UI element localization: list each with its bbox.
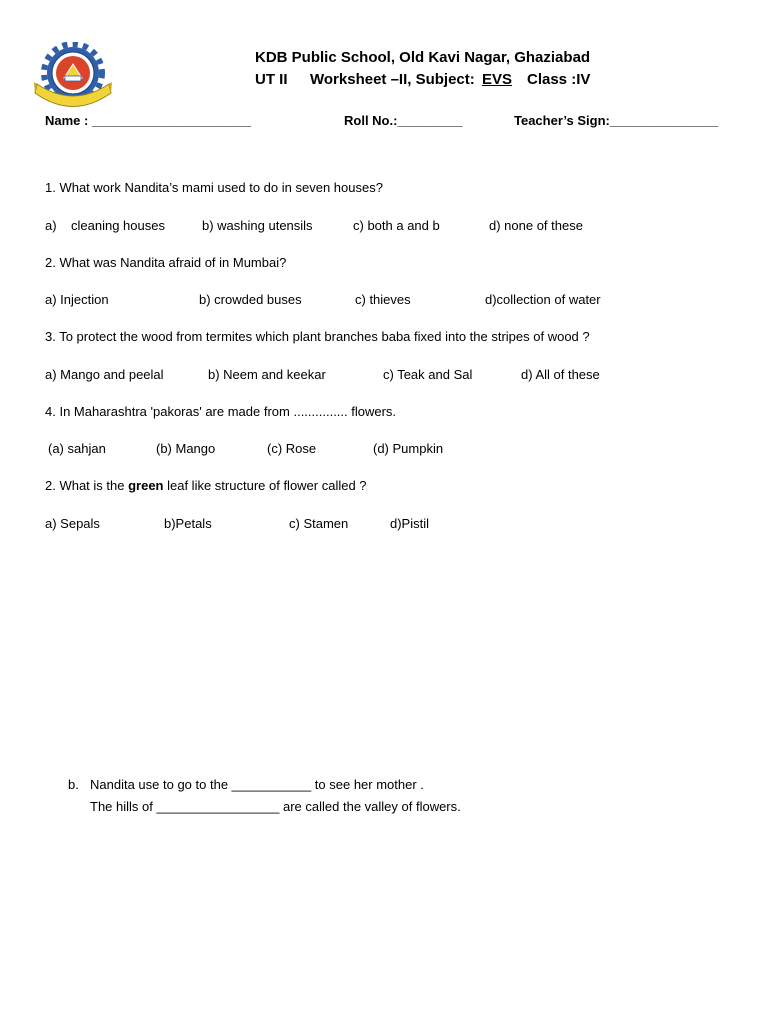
subject-name: EVS xyxy=(482,71,513,88)
question-5-option-b: b)Petals xyxy=(164,516,212,531)
question-5-option-c: c) Stamen xyxy=(289,516,349,531)
question-3-option-c: c) Teak and Sal xyxy=(383,367,473,382)
question-4-option-b: (b) Mango xyxy=(156,441,216,456)
question-3-option-d: d) All of these xyxy=(521,367,600,382)
question-2-option-b: b) crowded buses xyxy=(199,292,302,307)
fill-blank-line-2: The hills of _________________ are called the valley of flowers. xyxy=(90,799,461,814)
school-name: KDB Public School, Old Kavi Nagar, Ghaziabad xyxy=(255,49,591,66)
worksheet-title: Worksheet –II, Subject: xyxy=(310,71,475,88)
teacher-sign-field: Teacher’s Sign:_______________ xyxy=(514,113,719,128)
question-2-option-c: c) thieves xyxy=(355,292,411,307)
question-1-option-d: d) none of these xyxy=(489,218,583,233)
question-2-option-a: a) Injection xyxy=(45,292,109,307)
class-label: Class :IV xyxy=(527,71,591,88)
logo-inner-book xyxy=(65,76,81,81)
question-2-option-d: d)collection of water xyxy=(485,292,601,307)
question-5-emphasis: green xyxy=(128,478,164,493)
question-5-text-end: leaf like structure of flower called ? xyxy=(163,478,367,493)
question-3: 3. To protect the wood from termites which plant branches baba fixed into the stripes of wood ? xyxy=(45,329,590,344)
question-5-text-start: 2. What is the xyxy=(45,478,129,493)
question-1-option-c: c) both a and b xyxy=(353,218,440,233)
question-2: 2. What was Nandita afraid of in Mumbai? xyxy=(45,255,287,270)
question-4-option-d: (d) Pumpkin xyxy=(373,441,444,456)
question-3-option-a: a) Mango and peelal xyxy=(45,367,164,382)
test-name: UT II xyxy=(255,71,288,88)
question-1-option-a: a) cleaning houses xyxy=(45,218,165,233)
question-4-option-a: (a) sahjan xyxy=(48,441,106,456)
question-3-option-b: b) Neem and keekar xyxy=(208,367,326,382)
question-5-option-d: d)Pistil xyxy=(390,516,430,531)
question-4: 4. In Maharashtra 'pakoras' are made from ............... flowers. xyxy=(45,404,397,419)
question-4-option-c: (c) Rose xyxy=(267,441,317,456)
question-5 xyxy=(45,478,367,494)
question-1: 1. What work Nandita’s mami used to do in seven houses? xyxy=(45,180,383,195)
fill-blanks-marker: b. xyxy=(68,777,79,792)
question-5-option-a: a) Sepals xyxy=(45,516,100,531)
question-1-option-b: b) washing utensils xyxy=(202,218,313,233)
fill-blank-line-1: Nandita use to go to the ___________ to see her mother . xyxy=(90,777,424,792)
name-field: Name : ______________________ xyxy=(45,113,252,128)
roll-no-field: Roll No.:_________ xyxy=(344,113,463,128)
school-logo xyxy=(34,42,114,112)
